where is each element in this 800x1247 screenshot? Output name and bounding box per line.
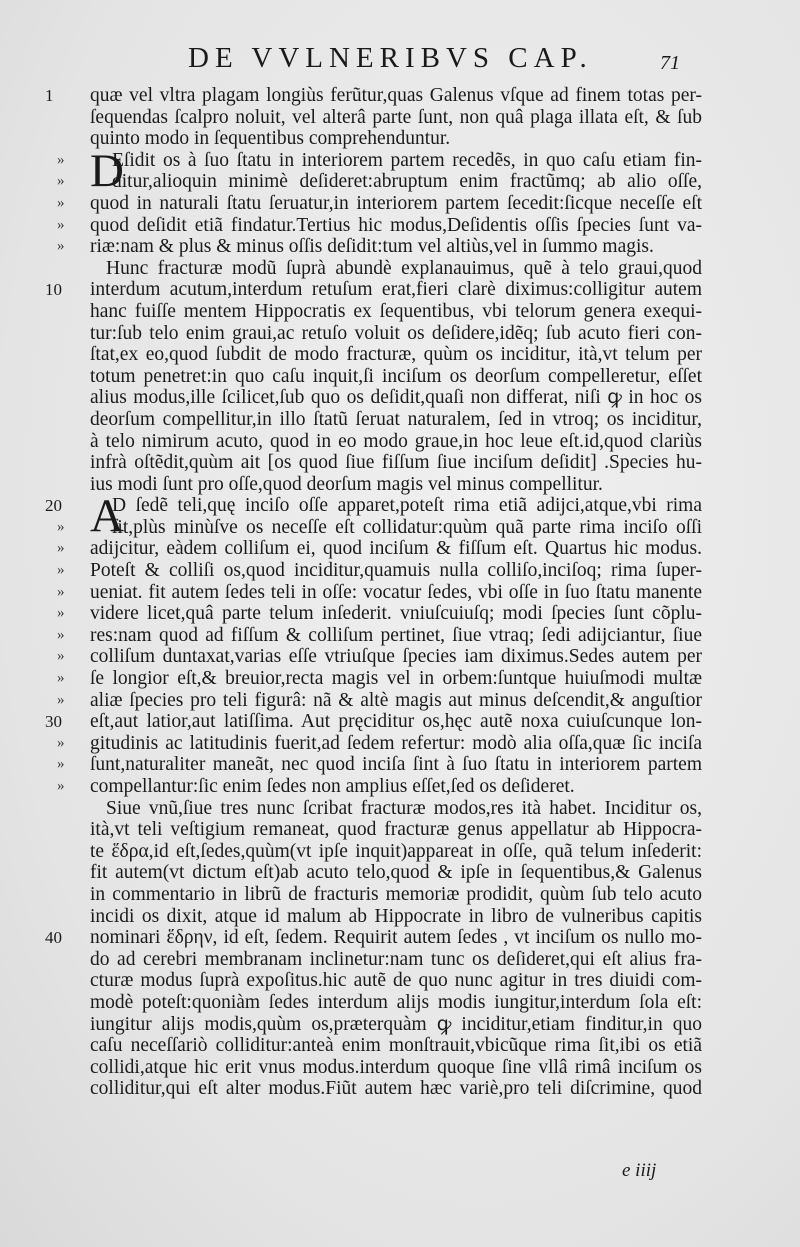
text-line: [90, 862, 702, 884]
text-line: [57, 192, 702, 215]
margin-quote-mark: »: [57, 626, 65, 643]
text-line: [90, 474, 702, 496]
margin-quote-mark: »: [57, 756, 65, 773]
line-text: ueniat. fit autem ſedes teli in oſſe: vocatur ſedes, vbi oſſe in ſuo ſtatu manente: [90, 581, 702, 603]
line-text: eſt,aut latior,aut latiſſima. Aut pręciditur os,hęc autẽ noxa cuiuſcunque lon-: [90, 711, 702, 733]
text-line: [45, 279, 702, 301]
line-text: cturæ modus ſuprà expoſitus.hic autẽ de quo nunc agitur in tres diuidi com-: [90, 970, 702, 992]
line-text: colliditur,qui eſt alter modus.Fiũt autem hæc variè,pro teli diſcrimine, quod: [90, 1078, 702, 1100]
line-text: alius modus,ille ſcilicet,ſub quo os deſidit,quaſi non differat, niſi ꝙ in hoc os: [90, 387, 702, 409]
margin-quote-mark: »: [57, 670, 65, 687]
margin-quote-mark: »: [57, 216, 65, 233]
text-line: [90, 819, 702, 841]
line-text: ditur,alioquin minimè deſideret:abruptum enim fractũmq; ab alio oſſe,: [112, 171, 702, 193]
line-text: ſit,plùs minùſve os neceſſe eſt collidatur:quùm quã parte rima inciſo oſſi: [112, 516, 702, 538]
text-line: [57, 603, 702, 625]
margin-quote-mark: »: [57, 583, 65, 600]
text-line: [90, 949, 702, 971]
line-text: gitudinis ac latitudinis fuerit,ad ſedem refertur: modò alia oſſa,quæ ſic inciſa: [90, 732, 702, 754]
text-line: [57, 668, 702, 690]
text-line: [90, 323, 702, 345]
line-text: quod in naturali ſtatu ſeruatur,in interiorem partem ſecedit:ſicque neceſſe eſt: [90, 192, 702, 214]
text-line: [45, 85, 702, 107]
text-line: [90, 366, 702, 388]
text-line: [90, 1014, 702, 1036]
text-line: [90, 798, 702, 820]
line-text: incidi os dixit, atque id malum ab Hippocrate in libro de vulneribus capitis: [90, 905, 702, 927]
line-text: nominari ἕδρην, id eſt, ſedem. Requirit autem ſedes , vt inciſum os nullo mo-: [90, 927, 702, 949]
text-line: [45, 711, 702, 733]
drop-capital: A: [90, 490, 124, 543]
line-text: res:nam quod ad fiſſum & colliſum pertinet, ſiue vtraq; ſedi adijciantur, ſiue: [90, 624, 702, 646]
margin-quote-mark: »: [57, 173, 65, 190]
text-line: [90, 128, 702, 150]
line-text: colliſum duntaxat,varias eſſe vtriuſque ſpecies iam diximus.Sedes autem per: [90, 646, 702, 668]
line-text: te ἕδρα,id eſt,ſedes,quùm(vt ipſe inquit)appareat in oſſe, quã telum inſederit:: [90, 840, 702, 862]
line-text: aliæ ſpecies pro teli figurâ: nã & altè magis aut minus deſcendit,& anguſtior: [90, 689, 702, 711]
line-text: ius modi ſunt pro oſſe,quod deorſum magis vel minus compellitur.: [90, 473, 603, 495]
line-number: 30: [45, 712, 62, 732]
line-text: quæ vel vltra plagam longiùs ferũtur,quas Galenus vſque ad finem totas per-: [90, 85, 702, 106]
text-line: [90, 1078, 702, 1100]
margin-quote-mark: »: [57, 540, 65, 557]
text-line: [90, 301, 702, 323]
line-text: Eſidit os à ſuo ſtatu in interiorem partem recedẽs, in quo caſu etiam fin-: [112, 149, 702, 171]
margin-quote-mark: »: [57, 151, 65, 168]
text-line: [90, 970, 702, 992]
line-text: Hunc fracturæ modũ ſuprà abundè explanauimus, quẽ à telo graui,quod: [106, 257, 702, 279]
line-text: do ad cerebri membranam inclinetur:nam tunc os deſideret,qui eſt alius fra-: [90, 948, 702, 970]
text-line: [57, 646, 702, 668]
margin-quote-mark: »: [57, 648, 65, 665]
running-head: DE VVLNERIBVS CAP.: [188, 42, 593, 74]
text-line: [57, 538, 702, 560]
line-text: quod deſidit etiã findatur.Tertius hic modus,Deſidentis oſſis ſpecies ſunt va-: [90, 214, 702, 236]
line-number: 40: [45, 928, 62, 948]
drop-capital: D: [90, 144, 124, 197]
text-line: [90, 409, 702, 431]
page-number: 71: [660, 52, 680, 74]
text-line: [90, 884, 702, 906]
line-text: D ſedẽ teli,quę inciſo oſſe apparet,poteſt rima etiã adijci,atque,vbi rima: [112, 495, 702, 517]
text-line: [90, 1057, 702, 1079]
line-text: infrà oſtẽdit,quùm ait [os quod ſiue fiſſum ſiue inciſum deſidit] .Species hu-: [90, 452, 702, 474]
line-number: 10: [45, 280, 62, 300]
text-line: [90, 431, 702, 453]
line-text: collidi,atque hic erit vnus modus.interdum quoque ſine vllâ rimâ inciſum os: [90, 1056, 702, 1078]
text-line: [90, 107, 702, 129]
margin-quote-mark: »: [57, 734, 65, 751]
line-text: adijcitur, eàdem colliſum ei, quod inciſum & fiſſum eſt. Quartus hic modus.: [90, 538, 702, 560]
line-number: 20: [45, 496, 62, 516]
signature-mark: e iiij: [622, 1160, 657, 1181]
margin-quote-mark: »: [57, 238, 65, 255]
text-line: [57, 754, 702, 776]
margin-quote-mark: »: [57, 778, 65, 794]
text-line: [57, 624, 702, 647]
line-text: ſtat,ex eo,quod ſubdit de modo fracturæ, quùm os inciditur, ità,vt telum per: [90, 344, 702, 366]
line-text: videre licet,quâ parte telum inſederit. vniuſcuiuſq; modi ſpecies ſunt cõplu-: [90, 603, 702, 625]
line-number: 1: [45, 86, 54, 105]
line-text: Poteſt & colliſi os,quod inciditur,quamuis nulla colliſo,inciſoq; rima ſuper-: [90, 560, 702, 582]
text-line: [90, 387, 702, 409]
text-line: [90, 906, 702, 928]
text-line: [57, 560, 702, 582]
text-line: [90, 1035, 702, 1057]
text-line: [57, 776, 702, 798]
margin-quote-mark: »: [57, 691, 65, 708]
text-line: [57, 214, 702, 237]
page-header: [0, 42, 800, 82]
line-text: iungitur alijs modis,quùm os,præterquàm ꝙ inciditur,etiam finditur,in quo: [90, 1013, 702, 1035]
line-text: interdum acutum,interdum retuſum erat,fieri clarè diximus:colligitur autem: [90, 279, 702, 301]
line-text: in commentario in librũ de fracturis memoriæ prodidit, quùm ſub telo acuto: [90, 883, 702, 905]
line-text: riæ:nam & plus & minus oſſis deſidit:tum vel altiùs,vel in ſummo magis.: [90, 236, 654, 258]
text-line: [57, 236, 702, 258]
line-text: compellantur:ſic enim ſedes non amplius eſſet,ſed os deſideret.: [90, 776, 575, 797]
line-text: deorſum compellitur,in illo ſtatũ ſeruat naturalem, ſed in vtroq; os inciditur,: [90, 408, 702, 430]
line-text: ſe longior eſt,& breuior,recta magis vel in orbem:ſuntque huiuſmodi multæ: [90, 668, 702, 690]
line-text: à telo nimirum acuto, quod in eo modo graue,in hoc leue eſt.id,quod clariùs: [90, 430, 702, 452]
line-text: totum penetret:in quo caſu inquit,ſi inciſum os deorſum compelleretur, eſſet: [90, 365, 702, 387]
text-line: [90, 258, 702, 280]
line-text: Siue vnũ,ſiue tres nunc ſcribat fracturæ modos,res ità habet. Inciditur os,: [106, 797, 702, 819]
text-line: [90, 841, 702, 863]
text-line: [45, 927, 702, 949]
text-line: [57, 689, 702, 712]
text-line: [90, 452, 702, 474]
text-line: [90, 344, 702, 366]
line-text: caſu neceſſariò colliditur:anteà enim monſtrauit,vbicũque rima ſit,ibi os etiã: [90, 1035, 702, 1057]
text-line: [90, 992, 702, 1014]
text-line: [57, 581, 702, 604]
line-text: quinto modo in ſequentibus comprehenduntur.: [90, 128, 451, 150]
line-text: ſequendas ſcalpro noluit, vel alterâ parte ſunt, non quâ plaga illata eſt, & ſub: [90, 106, 702, 128]
line-text: tur:ſub telo enim graui,ac retuſo voluit os deſidere,idẽq; ſub acuto fieri con-: [90, 322, 702, 344]
text-line: [57, 732, 702, 755]
line-text: modè poteſt:quoniàm ſedes interdum alijs modis iungitur,interdum ſola eſt:: [90, 991, 702, 1013]
margin-quote-mark: »: [57, 562, 65, 579]
line-text: ità,vt teli veſtigium remaneat, quod fracturæ genus appellatur ab Hippocra-: [90, 819, 702, 841]
body-text: [45, 85, 702, 1100]
text-line: [57, 516, 702, 539]
text-line: [57, 171, 702, 193]
margin-quote-mark: »: [57, 518, 65, 535]
line-text: hanc fuiſſe mentem Hippocratis ex ſequentibus, vbi telorum genera exequi-: [90, 300, 702, 322]
line-text: fit autem(vt dictum eſt)ab acuto telo,quod & ipſe in ſequentibus,& Galenus: [90, 862, 702, 884]
margin-quote-mark: »: [57, 194, 65, 211]
line-text: ſunt,naturaliter maneãt, nec quod inciſa ſint à ſuo ſtatu in interiorem partem: [90, 754, 702, 776]
margin-quote-mark: »: [57, 605, 65, 622]
